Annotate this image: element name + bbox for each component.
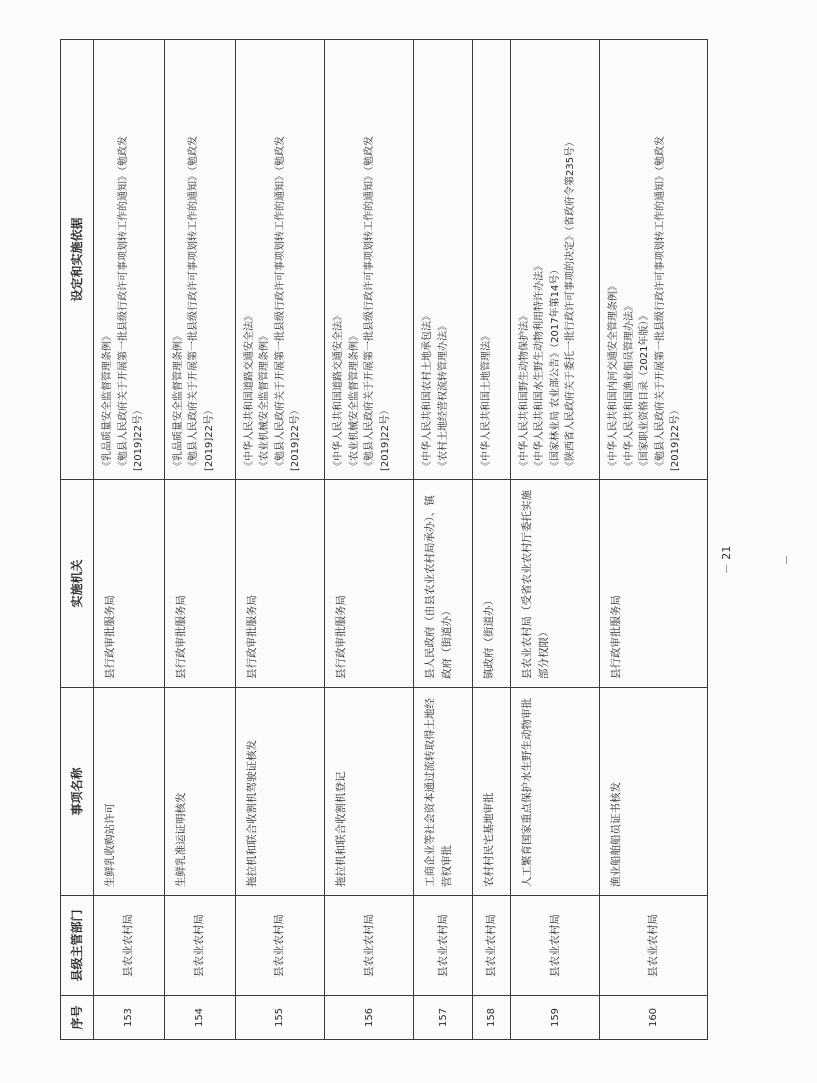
row-legal-basis: [472, 40, 510, 480]
basis-line: 《勉县人民政府关于开展第一批县级行政许可事项划转工作的通知》（勉政发: [188, 136, 200, 471]
row-number: 154: [164, 996, 235, 1040]
rotated-table-container: [60, 40, 708, 1040]
table-body: [94, 40, 708, 1040]
row-dept: 县农业农村局: [325, 896, 414, 996]
row-dept: 县农业农村局: [600, 896, 708, 996]
row-item-name: 生鲜乳准运证明核发: [164, 688, 235, 896]
basis-line: 《乳品质量安全监督管理条例》: [102, 331, 113, 471]
basis-line: 《乳品质量安全监督管理条例》: [172, 331, 184, 471]
basis-line: 《中华人民共和国道路交通安全法》: [333, 311, 345, 471]
table-row: [472, 40, 510, 1040]
basis-line: 《农业机械安全监督管理条例》: [259, 331, 271, 471]
basis-line: 《中华人民共和国农村土地承包法》: [422, 311, 434, 471]
basis-line: 《勉县人民政府关于开展第一批县级行政许可事项划转工作的通知》（勉政发: [364, 136, 376, 471]
basis-line: 《国家林业局 农业部公告》（2017年第14号）: [549, 264, 561, 471]
header-no: 序号: [61, 996, 94, 1040]
row-number: 160: [600, 996, 708, 1040]
basis-line: [2019]22号）: [133, 405, 144, 471]
row-dept: 县农业农村局: [94, 896, 165, 996]
basis-line: 《勉县人民政府关于开展第一批县级行政许可事项划转工作的通知》（勉政发: [274, 136, 286, 471]
basis-line: 《勉县人民政府关于开展第一批县级行政许可事项划转工作的通知》（勉政发: [117, 136, 129, 471]
row-item-name: 农村村民宅基地审批: [472, 688, 510, 896]
row-number: 156: [325, 996, 414, 1040]
basis-line: [2019]22号）: [203, 405, 215, 471]
table-row: [235, 40, 324, 1040]
row-item-name: 工商企业等社会资本通过流转取得土地经营权审批: [414, 688, 472, 896]
basis-line: [2019]22号）: [670, 405, 682, 471]
row-legal-basis: [94, 40, 165, 480]
row-legal-basis: [600, 40, 708, 480]
basis-line: 《勉县人民政府关于开展第一批县级行政许可事项划转工作的通知》（勉政发: [654, 136, 666, 471]
row-legal-basis: [325, 40, 414, 480]
row-item-name: 拖拉机和联合收割机登记: [325, 688, 414, 896]
row-number: 153: [94, 996, 165, 1040]
row-number: 159: [510, 996, 599, 1040]
row-number: 157: [414, 996, 472, 1040]
basis-line: 《中华人民共和国水生野生动物利用特许办法》: [534, 261, 546, 471]
basis-line: 《中华人民共和国渔业船员管理办法》: [623, 301, 635, 471]
table-row: [325, 40, 414, 1040]
basis-line: 《中华人民共和国土地管理法》: [480, 331, 492, 471]
header-name: 事项名称: [61, 688, 94, 896]
row-item-name: 人工繁育国家重点保护水生野生动物审批: [510, 688, 599, 896]
basis-line: 《陕西省人民政府关于委托一批行政许可事项的决定》（省政府令第235号）: [565, 136, 577, 471]
basis-line: [2019]22号）: [379, 405, 391, 471]
row-dept: 县农业农村局: [472, 896, 510, 996]
row-implementing-org: 县行政审批服务局: [235, 480, 324, 688]
row-dept: 县农业农村局: [235, 896, 324, 996]
row-implementing-org: 县行政审批服务局: [164, 480, 235, 688]
row-legal-basis: [510, 40, 599, 480]
table-row: [414, 40, 472, 1040]
header-basis: 设定和实施依据: [61, 40, 94, 480]
row-implementing-org: 县行政审批服务局: [94, 480, 165, 688]
row-number: 155: [235, 996, 324, 1040]
table-row: [94, 40, 165, 1040]
row-implementing-org: 县行政审批服务局: [600, 480, 708, 688]
basis-line: [2019]22号）: [290, 405, 302, 471]
basis-line: 《中华人民共和国道路交通安全法》: [243, 311, 255, 471]
row-dept: 县农业农村局: [510, 896, 599, 996]
row-implementing-org: 镇政府（街道办）: [472, 480, 510, 688]
row-item-name: 拖拉机和联合收割机驾驶证核发: [235, 688, 324, 896]
basis-line: 《中华人民共和国内河交通安全管理条例》: [608, 281, 620, 471]
row-implementing-org: 县农业农村局（受省农业农村厅委托实施部分权限）: [510, 480, 599, 688]
row-dept: 县农业农村局: [164, 896, 235, 996]
basis-line: 《中华人民共和国野生动物保护法》: [518, 311, 530, 471]
table-header-row: [61, 40, 94, 1040]
basis-line: 《国家职业资格目录（2021年版）》: [639, 310, 651, 471]
basis-line: 《农村土地经营权流转管理办法》: [437, 321, 449, 471]
table-row: [600, 40, 708, 1040]
row-dept: 县农业农村局: [414, 896, 472, 996]
row-legal-basis: [414, 40, 472, 480]
row-legal-basis: [235, 40, 324, 480]
page-number: － 21 －: [720, 545, 793, 575]
row-implementing-org: 县人民政府（由县农业农村局承办）、镇政府（街道办）: [414, 480, 472, 688]
header-org: 实施机关: [61, 480, 94, 688]
table-row: [510, 40, 599, 1040]
header-dept: 县级主管部门: [61, 896, 94, 996]
table-row: [164, 40, 235, 1040]
row-item-name: 渔业船舶船员证书核发: [600, 688, 708, 896]
row-implementing-org: 县行政审批服务局: [325, 480, 414, 688]
row-item-name: 生鲜乳收购站许可: [94, 688, 165, 896]
row-legal-basis: [164, 40, 235, 480]
permit-table: [60, 39, 708, 1040]
basis-line: 《农业机械安全监督管理条例》: [348, 331, 360, 471]
row-number: 158: [472, 996, 510, 1040]
